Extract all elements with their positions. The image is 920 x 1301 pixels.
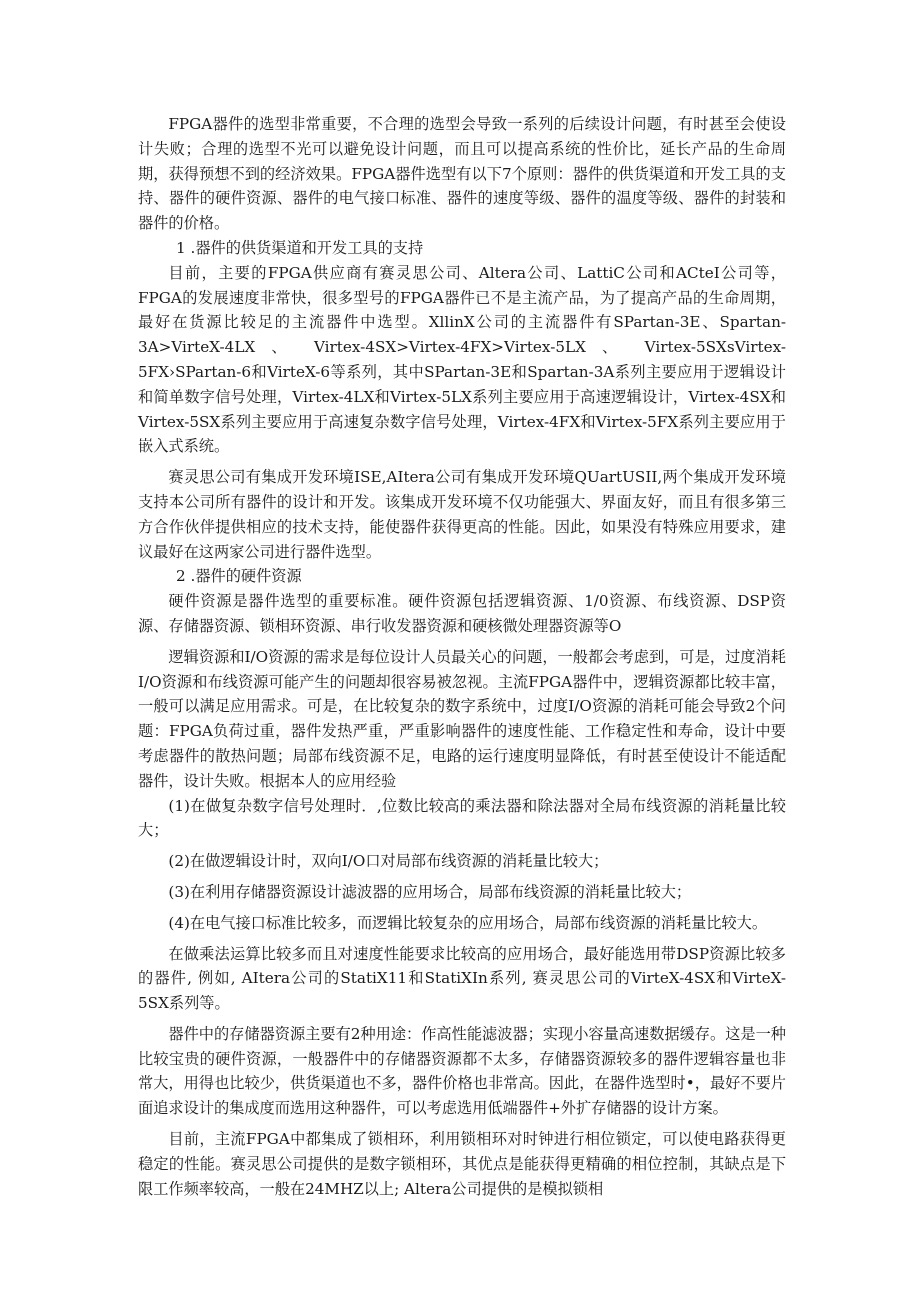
- paragraph-vendors: 目前，主要的FPGA供应商有赛灵思公司、Altera公司、LattiC公司和ACteI公司等，FPGA的发展速度非常快，很多型号的FPGA器件已不是主流产品，为了提高产品的生命周期，最好在货源比较足的主流器件中选型。XllinX公司的主流器件有SPartan-3E、Spartan-3A>VirteX-4LX 、 Virtex-4SX>Virtex-4FX>Virtex-5LX 、 Virtex-5SXsVirtex-5FX›SPartan-6和VirteX-6等系列，其中SPartan-3E和Spartan-3A系列主要应用于逻辑设计和简单数字信号处理，Virtex-4LX和Virtex-5LX系列主要应用于高速逻辑设计，Virtex-4SX和Virtex-5SX系列主要应用于高速复杂数字信号处理，Virtex-4FX和Virtex-5FX系列主要应用于嵌入式系统。: [138, 263, 786, 456]
- intro-paragraph: FPGA器件的选型非常重要，不合理的选型会导致一系列的后续设计问题，有时甚至会使设计失败；合理的选型不光可以避免设计问题，而且可以提高系统的性价比，延长产品的生命周期，获得预想不到的经济效果。FPGA器件选型有以下7个原则：器件的供货渠道和开发工具的支持、器件的硬件资源、器件的电气接口标准、器件的速度等级、器件的温度等级、器件的封装和器件的价格。: [138, 115, 786, 233]
- list-item-3: (3)在利用存储器资源设计滤波器的应用场合，局部布线资源的消耗量比较大；: [168, 882, 692, 901]
- document-body: [138, 112, 786, 1201]
- paragraph-memory: 器件中的存储器资源主要有2种用途：作高性能滤波器；实现小容量高速数据缓存。这是一种比较宝贵的硬件资源，一般器件中的存储器资源都不太多，存储器资源较多的器件逻辑容量也非常大，用得也比较少，供货渠道也不多，器件价格也非常高。因此，在器件选型时•，最好不要片面追求设计的集成度而选用这种器件，可以考虑选用低端器件+外扩存储器的设计方案。: [138, 1024, 786, 1118]
- section-heading-hardware: 2 .器件的硬件资源: [176, 567, 302, 586]
- list-item-2: (2)在做逻辑设计时，双向I/O口对局部布线资源的消耗量比较大；: [168, 852, 609, 871]
- list-item-4: (4)在电气接口标准比较多，而逻辑比较复杂的应用场合，局部布线资源的消耗量比较大。: [168, 913, 768, 932]
- paragraph-pll: 目前，主流FPGA中都集成了锁相环，利用锁相环对时钟进行相位锁定，可以使电路获得更稳定的性能。赛灵思公司提供的是数字锁相环，其优点是能获得更精确的相位控制，其缺点是下限工作频率较高，一般在24MHZ以上; Altera公司提供的是模拟锁相: [138, 1130, 786, 1198]
- list-item-1: (1)在做复杂数字信号处理时．,位数比较高的乘法器和除法器对全局布线资源的消耗量比较大；: [138, 796, 786, 840]
- paragraph-logic-io: 逻辑资源和I/O资源的需求是每位设计人员最关心的问题，一般都会考虑到，可是，过度消耗I/O资源和布线资源可能产生的问题却很容易被忽视。主流FPGA器件中，逻辑资源都比较丰富，一般可以满足应用需求。可是，在比较复杂的数字系统中，过度I/O资源的消耗可能会导致2个问题：FPGA负荷过重，器件发热严重，严重影响器件的速度性能、工作稳定性和寿命，设计中要考虑器件的散热问题；局部布线资源不足，电路的运行速度明显降低，有时甚至使设计不能适配器件，设计失败。根据本人的应用经验: [138, 647, 786, 790]
- section-heading-supply: 1 .器件的供货渠道和开发工具的支持: [176, 238, 424, 257]
- paragraph-dsp: 在做乘法运算比较多而且对速度性能要求比较高的应用场合，最好能选用带DSP资源比较多的器件, 例如, AItera公司的StatiX11和StatiXIn系列, 赛灵思公司的VirteX-4SX和VirteX-5SX系列等。: [138, 944, 786, 1013]
- paragraph-dev-tools: 赛灵思公司有集成开发环境ISE,AItera公司有集成开发环境QUartUSII,两个集成开发环境支持本公司所有器件的设计和开发。该集成开发环境不仅功能强大、界面友好，而且有很多第三方合作伙伴提供相应的技术支持，能使器件获得更高的性能。因此，如果没有特殊应用要求，建议最好在这两家公司进行器件选型。: [138, 468, 786, 561]
- paragraph-hardware-resources: 硬件资源是器件选型的重要标准。硬件资源包括逻辑资源、1/0资源、布线资源、DSP资源、存储器资源、锁相环资源、串行收发器资源和硬核微处理器资源等O: [138, 592, 786, 635]
